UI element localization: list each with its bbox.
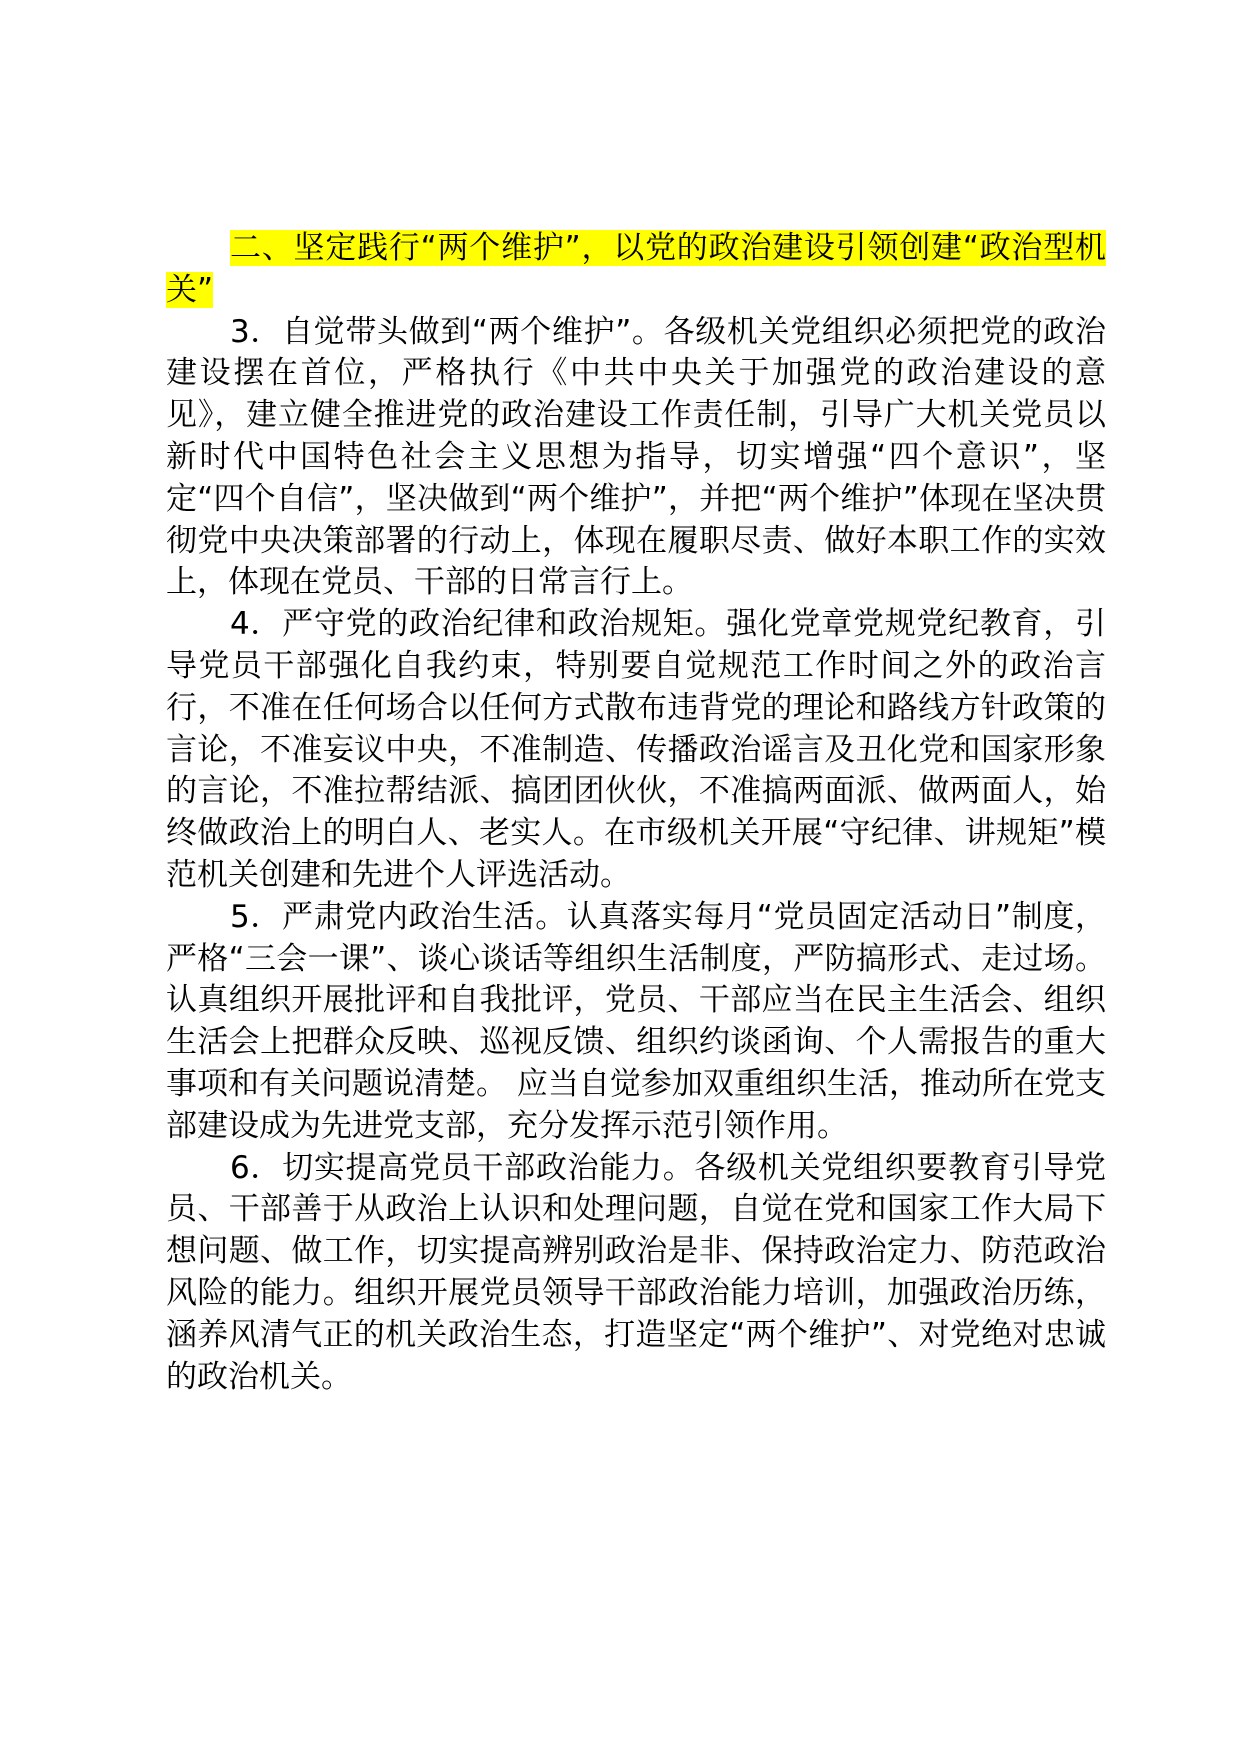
document-body [166,228,1106,1398]
paragraph-3: 3．自觉带头做到“两个维护”。各级机关党组织必须把党的政治建设摆在首位，严格执行《中共中央关于加强党的政治建设的意见》，建立健全推进党的政治建设工作责任制，引导广大机关党员以 新时代中国特色社会主义思想为指导，切实增强“四个意识”，坚定“四个自信”，坚决做到“两个维护”，并把“两个维护”体现在坚决贯彻党中央决策部署的行动上，体现在履职尽责、做好本职工作的实效上，体现在党员、干部的日常言行上。 [166,313,1106,601]
paragraph-5: 5．严肃党内政治生活。认真落实每月“党员固定活动日”制度，严格“三会一课”、谈心谈话等组织生活制度，严防搞形式、走过场。认真组织开展批评和自我批评，党员、干部应当在民主生活会、组织生活会上把群众反映、巡视反馈、组织约谈函询、个人需报告的重大事项和有关问题说清楚。 应当自觉参加双重组织生活，推动所在党支部建设成为先进党支部，充分发挥示范引领作用。 [166,898,1106,1144]
heading-highlight: 二、坚定践行“两个维护”，以党的政治建设引领创建“政治型机关” [166,230,1106,308]
section-heading [166,228,1106,312]
paragraph-6: 6．切实提高党员干部政治能力。各级机关党组织要教育引导党员、干部善于从政治上认识和处理问题，自觉在党和国家工作大局下想问题、做工作，切实提高辨别政治是非、保持政治定力、防范政治风险的能力。组织开展党员领导干部政治能力培训，加强政治历练，涵养风清气正的机关政治生态，打造坚定“两个维护”、对党绝对忠诚的政治机关。 [166,1149,1106,1395]
paragraph-4: 4．严守党的政治纪律和政治规矩。强化党章党规党纪教育，引导党员干部强化自我约束，特别要自觉规范工作时间之外的政治言行，不准在任何场合以任何方式散布违背党的理论和路线方针政策的言论，不准妄议中央，不准制造、传播政治谣言及丑化党和国家形象的言论，不准拉帮结派、搞团团伙伙，不准搞两面派、做两面人，始终做政治上的明白人、老实人。在市级机关开展“守纪律、讲规矩”模范机关创建和先进个人评选活动。 [166,606,1106,893]
